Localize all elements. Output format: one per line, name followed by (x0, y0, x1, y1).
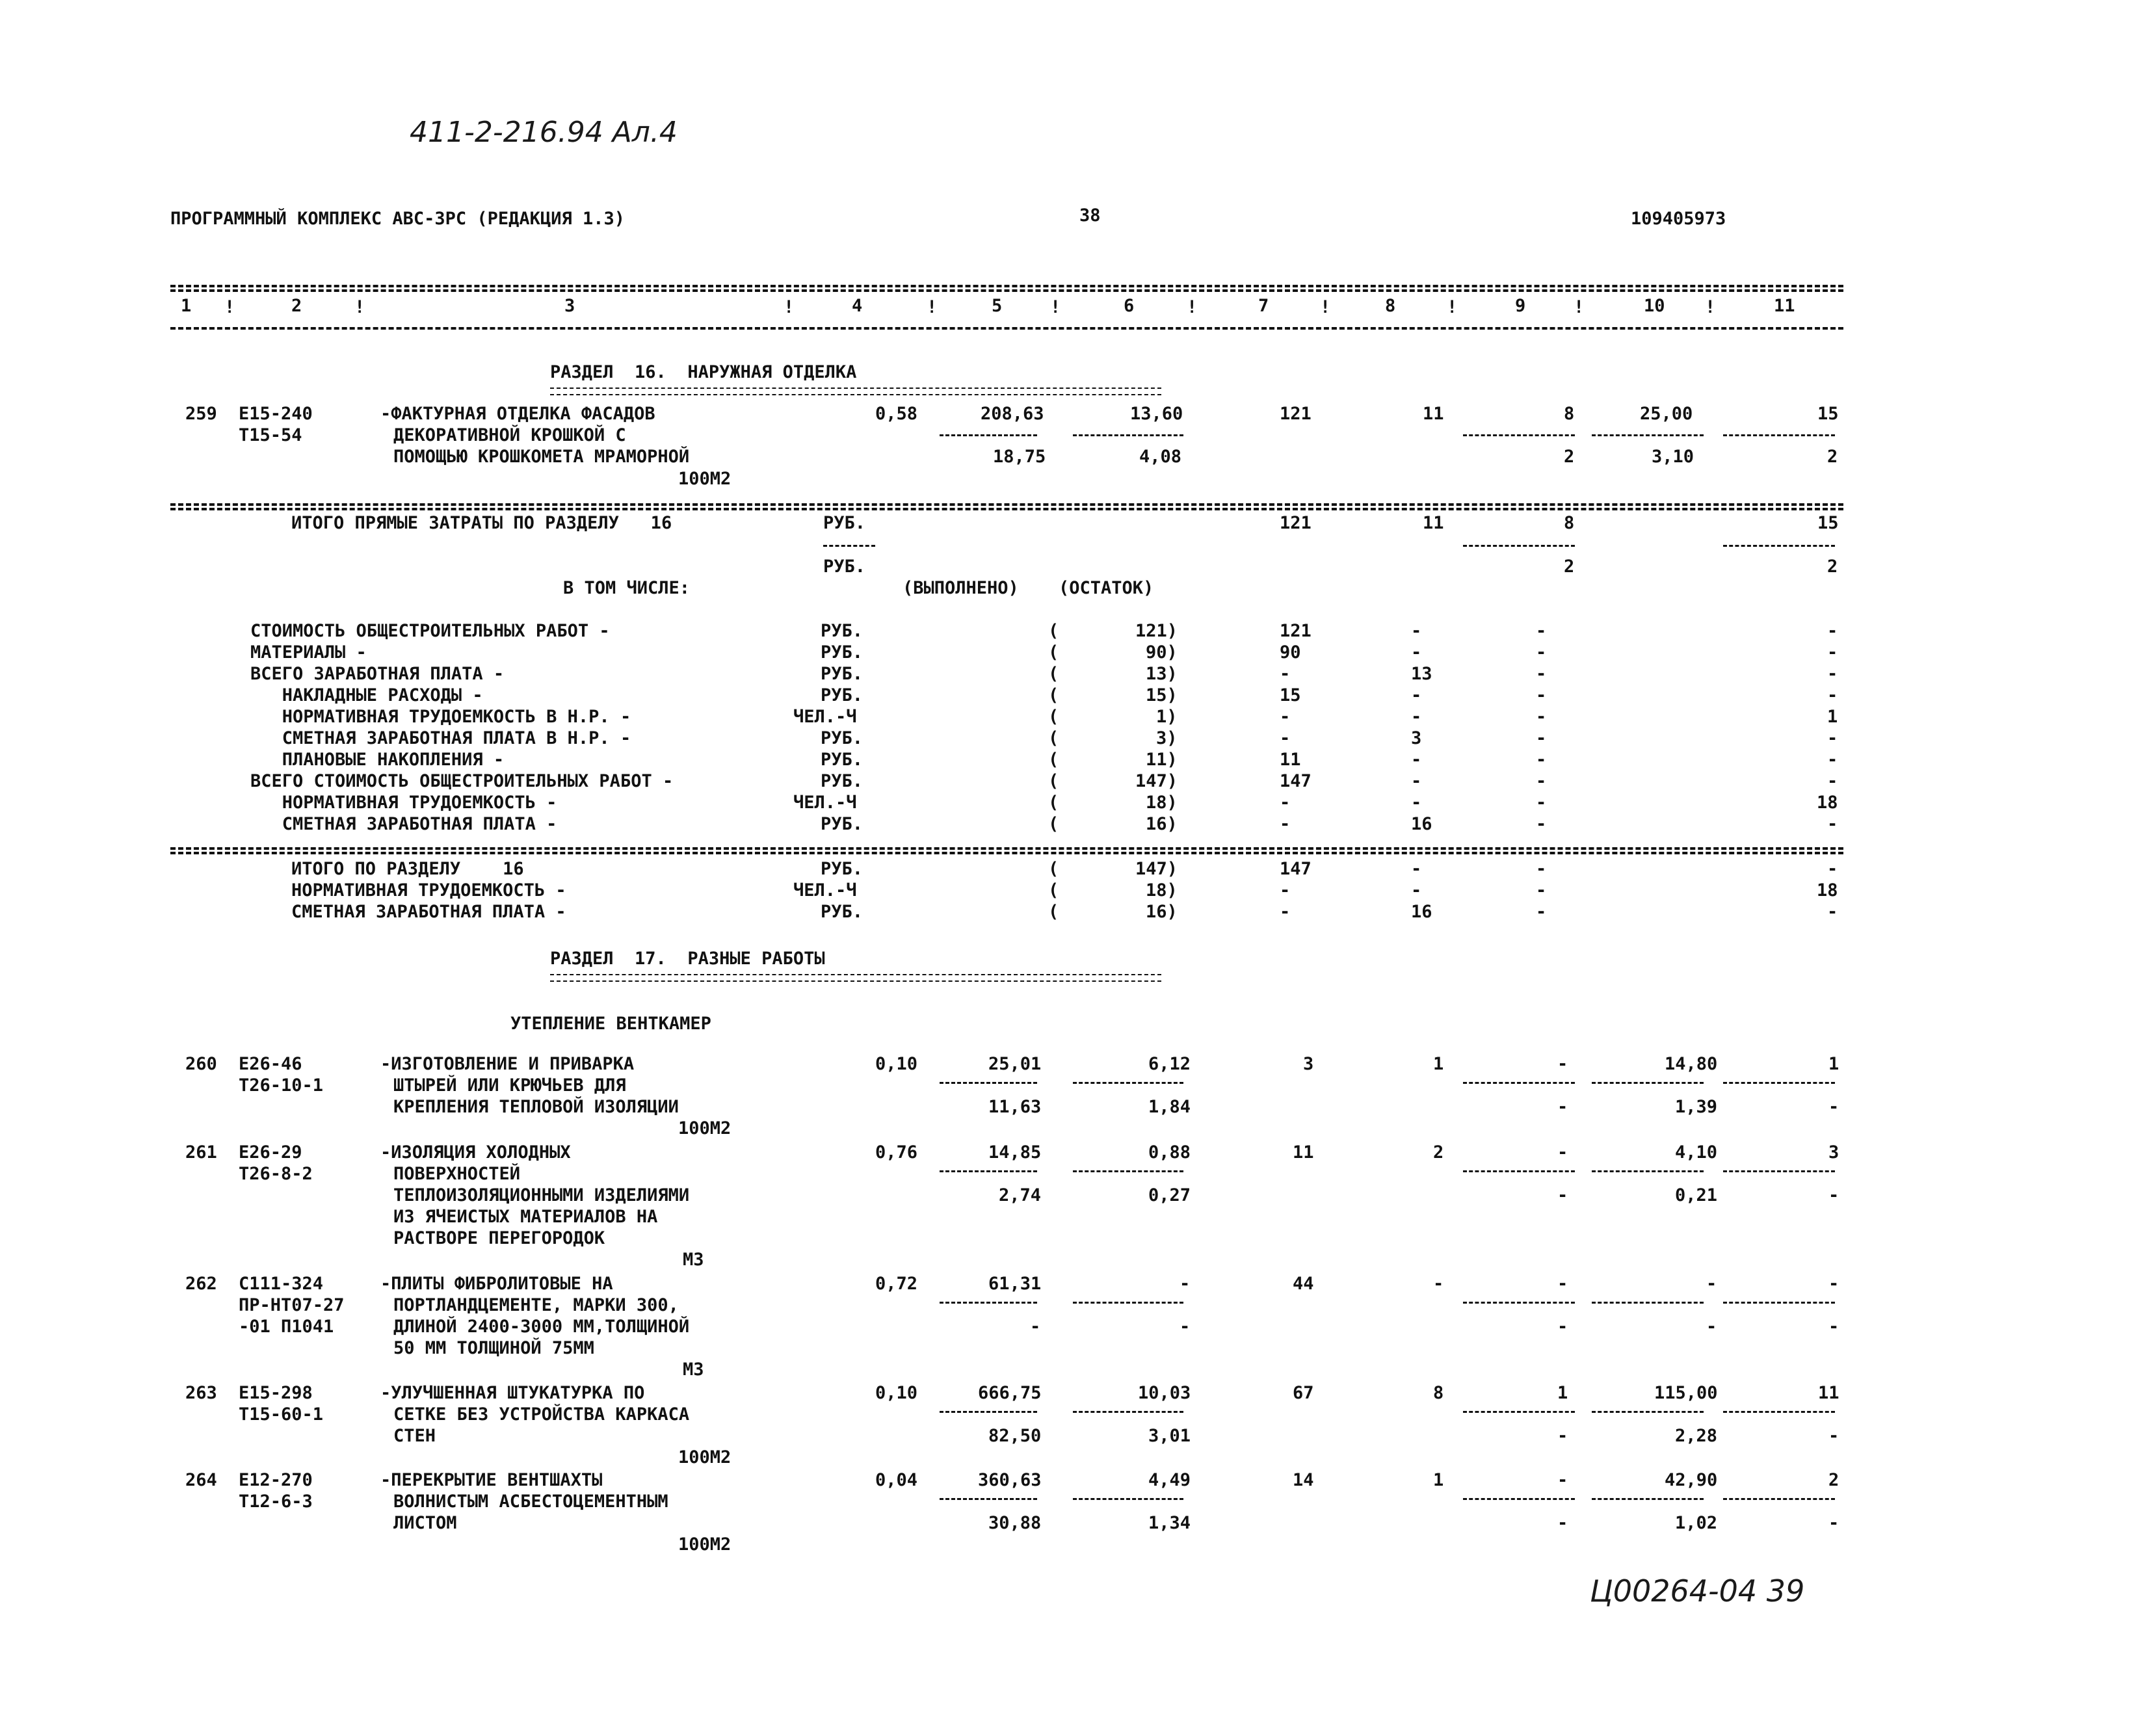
breakdown-done-value: 16) (1146, 814, 1178, 834)
summary-c11: 18 (1817, 880, 1838, 901)
item-c10: 4,10 (1675, 1142, 1718, 1163)
breakdown-unit: РУБ. (821, 814, 864, 834)
item-c11b: - (1828, 1317, 1839, 1337)
breakdown-paren-open: ( (1048, 621, 1059, 641)
summary-c9: - (1536, 880, 1547, 901)
breakdown-c11: 18 (1817, 793, 1838, 813)
item-c7: 67 (1293, 1383, 1314, 1403)
col-9: 9 (1515, 296, 1526, 316)
breakdown-paren-open: ( (1048, 814, 1059, 834)
breakdown-paren-open: ( (1048, 685, 1059, 705)
summary-unit: ЧЕЛ.-Ч (793, 880, 857, 901)
rest-label: (ОСТАТОК) (1059, 578, 1154, 598)
item-c11: 1 (1828, 1054, 1839, 1074)
col-10: 10 (1644, 296, 1665, 316)
item-c11b: - (1828, 1513, 1839, 1533)
item-c6b: - (1180, 1317, 1191, 1337)
item-c7: 3 (1303, 1054, 1314, 1074)
cell-divider (940, 1082, 1037, 1084)
breakdown-c7: 121 (1280, 621, 1312, 641)
item-c11: - (1828, 1274, 1839, 1294)
item-c10: 14,80 (1665, 1054, 1718, 1074)
section-17-underline (550, 974, 1161, 982)
breakdown-c7: 147 (1280, 771, 1312, 791)
summary-c11: - (1827, 902, 1838, 922)
summary-done-value: 16) (1146, 902, 1178, 922)
item-c10: 25,00 (1640, 404, 1693, 424)
item-c9: - (1557, 1274, 1568, 1294)
summary-c8: 16 (1411, 902, 1432, 922)
item-c9: 1 (1557, 1383, 1568, 1403)
summary-c7: - (1280, 880, 1291, 901)
item-c9b: - (1557, 1185, 1568, 1205)
item-c5b: 82,50 (988, 1426, 1042, 1446)
summary-done-value: 18) (1146, 880, 1178, 901)
item-c7: 11 (1293, 1142, 1314, 1163)
cell-divider (1592, 1170, 1704, 1172)
breakdown-c11: - (1827, 750, 1838, 770)
cell-divider (1592, 1302, 1704, 1304)
item-c7: 14 (1293, 1470, 1314, 1490)
item-c9: - (1557, 1054, 1568, 1074)
breakdown-paren-open: ( (1048, 642, 1059, 663)
rule-before-total (170, 503, 1843, 506)
item-code-2: Т15-60-1 (239, 1404, 324, 1425)
breakdown-unit: ЧЕЛ.-Ч (793, 707, 857, 727)
item-number: 264 (185, 1470, 217, 1490)
breakdown-c8: - (1411, 642, 1422, 663)
item-c6: 0,88 (1148, 1142, 1191, 1163)
item-qty: 0,58 (875, 404, 918, 424)
item-code: Е26-46 (239, 1054, 302, 1074)
breakdown-paren-open: ( (1048, 750, 1059, 770)
item-c10b: 2,28 (1675, 1426, 1718, 1446)
col-8: 8 (1385, 296, 1396, 316)
item-desc-3: ЛИСТОМ (393, 1513, 457, 1533)
item-code: С111-324 (239, 1274, 324, 1294)
document-code: 109405973 (1631, 209, 1726, 229)
item-c6: - (1180, 1274, 1191, 1294)
summary-c11: - (1827, 859, 1838, 879)
item-unit: 100М2 (678, 1534, 732, 1555)
summary-c8: - (1411, 880, 1422, 901)
breakdown-c8: 16 (1411, 814, 1432, 834)
summary-unit: РУБ. (821, 902, 864, 922)
cell-divider (1073, 1170, 1183, 1172)
col-11: 11 (1774, 296, 1795, 316)
summary-c7: 147 (1280, 859, 1312, 879)
item-code: Е12-270 (239, 1470, 313, 1490)
cell-divider (1073, 1411, 1183, 1413)
summary-paren-open: ( (1048, 880, 1059, 901)
breakdown-label: МАТЕРИАЛЫ - (250, 642, 367, 663)
cell-divider (1463, 1498, 1575, 1500)
item-code-2: Т15-54 (239, 425, 302, 445)
breakdown-done-value: 11) (1146, 750, 1178, 770)
item-number: 261 (185, 1142, 217, 1163)
rule-before-total-2 (170, 508, 1843, 510)
item-desc-3: ДЛИНОЙ 2400-3000 ММ,ТОЛЩИНОЙ (393, 1317, 690, 1337)
cell-divider (1723, 1170, 1835, 1172)
item-c10b: 1,02 (1675, 1513, 1718, 1533)
item-unit: М3 (683, 1360, 704, 1380)
breakdown-unit: РУБ. (821, 685, 864, 705)
item-c5b: 2,74 (999, 1185, 1042, 1205)
item-c11: 3 (1828, 1142, 1839, 1163)
breakdown-c7: - (1280, 728, 1291, 748)
item-c5: 61,31 (988, 1274, 1042, 1294)
summary-c8: - (1411, 859, 1422, 879)
item-c5b: - (1030, 1317, 1041, 1337)
breakdown-c8: 13 (1411, 664, 1432, 684)
handwritten-stamp-ref: Ц00264-04 39 (1590, 1573, 1805, 1609)
item-desc-2: ВОЛНИСТЫМ АСБЕСТОЦЕМЕНТНЫМ (393, 1492, 668, 1512)
item-c8: - (1433, 1274, 1444, 1294)
item-number: 262 (185, 1274, 217, 1294)
total-c8: 11 (1423, 513, 1444, 533)
breakdown-c9: - (1536, 728, 1547, 748)
section-16-underline (550, 388, 1161, 395)
item-unit: 100М2 (678, 469, 732, 489)
cell-divider (1073, 1498, 1183, 1500)
item-c8: 8 (1433, 1383, 1444, 1403)
cell-divider (940, 1302, 1037, 1304)
breakdown-unit: РУБ. (821, 642, 864, 663)
cell-divider (1592, 1082, 1704, 1084)
breakdown-done-value: 18) (1146, 793, 1178, 813)
breakdown-done-value: 13) (1146, 664, 1178, 684)
item-c9: - (1557, 1470, 1568, 1490)
item-qty: 0,10 (875, 1383, 918, 1403)
total-c9b: 2 (1564, 557, 1575, 577)
col-2: 2 (291, 296, 302, 316)
breakdown-done-value: 1) (1156, 707, 1178, 727)
item-c9b: - (1557, 1513, 1568, 1533)
item-c5b: 18,75 (993, 447, 1046, 467)
item-code-2: ПР-НТ07-27 (239, 1295, 345, 1315)
program-title: ПРОГРАММНЫЙ КОМПЛЕКС АВС-3РС (РЕДАКЦИЯ 1.3) (170, 209, 625, 229)
breakdown-done-value: 121) (1135, 621, 1178, 641)
breakdown-c8: - (1411, 793, 1422, 813)
item-number: 259 (185, 404, 217, 424)
item-qty: 0,04 (875, 1470, 918, 1490)
total-c7: 121 (1280, 513, 1312, 533)
item-desc-3: КРЕПЛЕНИЯ ТЕПЛОВОЙ ИЗОЛЯЦИИ (393, 1097, 679, 1117)
cell-divider (1723, 1082, 1835, 1084)
item-c11b: 2 (1827, 447, 1838, 467)
item-qty: 0,76 (875, 1142, 918, 1163)
item-c5b: 30,88 (988, 1513, 1042, 1533)
breakdown-done-value: 15) (1146, 685, 1178, 705)
page-number: 38 (1079, 205, 1101, 226)
item-c6: 4,49 (1148, 1470, 1191, 1490)
summary-c9: - (1536, 859, 1547, 879)
breakdown-c11: - (1827, 642, 1838, 663)
cell-divider (1723, 1302, 1835, 1304)
cell-divider (940, 1411, 1037, 1413)
item-c6b: 3,01 (1148, 1426, 1191, 1446)
total-label: ИТОГО ПРЯМЫЕ ЗАТРАТЫ ПО РАЗДЕЛУ 16 (291, 513, 672, 533)
cell-divider (1073, 1082, 1183, 1084)
summary-unit: РУБ. (821, 859, 864, 879)
item-desc-4: 50 ММ ТОЛЩИНОЙ 75ММ (393, 1338, 594, 1358)
item-desc-1: -ПЕРЕКРЫТИЕ ВЕНТШАХТЫ (380, 1470, 603, 1490)
breakdown-label: НОРМАТИВНАЯ ТРУДОЕМКОСТЬ - (250, 793, 557, 813)
item-desc-1: -УЛУЧШЕННАЯ ШТУКАТУРКА ПО (380, 1383, 645, 1403)
cell-divider (940, 1170, 1037, 1172)
item-c6b: 1,84 (1148, 1097, 1191, 1117)
item-c9b: - (1557, 1097, 1568, 1117)
item-c5b: 11,63 (988, 1097, 1042, 1117)
item-c5: 666,75 (978, 1383, 1042, 1403)
breakdown-unit: РУБ. (821, 750, 864, 770)
breakdown-c11: - (1827, 685, 1838, 705)
breakdown-c8: - (1411, 621, 1422, 641)
breakdown-c11: - (1827, 621, 1838, 641)
section-17-title: РАЗДЕЛ 17. РАЗНЫЕ РАБОТЫ (550, 949, 825, 969)
total-c11b: 2 (1827, 557, 1838, 577)
breakdown-c9: - (1536, 771, 1547, 791)
cell-divider (1592, 1498, 1704, 1500)
cell-divider (1463, 1082, 1575, 1084)
item-desc-4: ИЗ ЯЧЕИСТЫХ МАТЕРИАЛОВ НА (393, 1207, 658, 1227)
breakdown-unit: РУБ. (821, 728, 864, 748)
item-c6b: 4,08 (1139, 447, 1182, 467)
breakdown-done-value: 90) (1146, 642, 1178, 663)
breakdown-paren-open: ( (1048, 771, 1059, 791)
breakdown-paren-open: ( (1048, 728, 1059, 748)
breakdown-done-value: 147) (1135, 771, 1178, 791)
item-code: Е15-298 (239, 1383, 313, 1403)
breakdown-label: ВСЕГО СТОИМОСТЬ ОБЩЕСТРОИТЕЛЬНЫХ РАБОТ - (250, 771, 674, 791)
cell-divider (940, 1498, 1037, 1500)
section-16-title: РАЗДЕЛ 16. НАРУЖНАЯ ОТДЕЛКА (550, 362, 857, 382)
item-c8: 1 (1433, 1470, 1444, 1490)
item-c6: 6,12 (1148, 1054, 1191, 1074)
breakdown-unit: ЧЕЛ.-Ч (793, 793, 857, 813)
item-c10: 115,00 (1654, 1383, 1718, 1403)
breakdown-label: НАКЛАДНЫЕ РАСХОДЫ - (250, 685, 483, 705)
item-c6: 13,60 (1130, 404, 1183, 424)
item-desc-3: ТЕПЛОИЗОЛЯЦИОННЫМИ ИЗДЕЛИЯМИ (393, 1185, 690, 1205)
item-c10b: 3,10 (1652, 447, 1694, 467)
cell-divider (1723, 1498, 1835, 1500)
item-desc-1: -ИЗОЛЯЦИЯ ХОЛОДНЫХ (380, 1142, 571, 1163)
item-qty: 0,10 (875, 1054, 918, 1074)
summary-paren-open: ( (1048, 859, 1059, 879)
col-4: 4 (852, 296, 863, 316)
col-7: 7 (1258, 296, 1269, 316)
breakdown-c7: 90 (1280, 642, 1301, 663)
item-c9b: 2 (1564, 447, 1575, 467)
total-c11: 15 (1817, 513, 1839, 533)
breakdown-c7: - (1280, 707, 1291, 727)
item-unit: М3 (683, 1250, 704, 1270)
item-desc-5: РАСТВОРЕ ПЕРЕГОРОДОК (393, 1228, 605, 1248)
item-c5: 208,63 (981, 404, 1044, 424)
item-number: 260 (185, 1054, 217, 1074)
item-c9: 8 (1564, 404, 1575, 424)
item-c8: 2 (1433, 1142, 1444, 1163)
item-c10b: 0,21 (1675, 1185, 1718, 1205)
cell-divider (1723, 1411, 1835, 1413)
breakdown-c7: - (1280, 664, 1291, 684)
item-code-2: Т26-8-2 (239, 1164, 313, 1184)
item-c11b: - (1828, 1185, 1839, 1205)
summary-c9: - (1536, 902, 1547, 922)
cell-divider (1463, 1170, 1575, 1172)
item-desc-2: ПОВЕРХНОСТЕЙ (393, 1164, 521, 1184)
done-label: (ВЫПОЛНЕНО) (903, 578, 1019, 598)
breakdown-c9: - (1536, 685, 1547, 705)
item-c11b: - (1828, 1426, 1839, 1446)
summary-label: СМЕТНАЯ ЗАРАБОТНАЯ ПЛАТА - (291, 902, 566, 922)
breakdown-c9: - (1536, 642, 1547, 663)
breakdown-c9: - (1536, 793, 1547, 813)
item-c5: 14,85 (988, 1142, 1042, 1163)
item-c6: 10,03 (1138, 1383, 1191, 1403)
breakdown-paren-open: ( (1048, 664, 1059, 684)
item-code: Е26-29 (239, 1142, 302, 1163)
total-c9: 8 (1564, 513, 1575, 533)
breakdown-c11: - (1827, 814, 1838, 834)
item-c8: 1 (1433, 1054, 1444, 1074)
breakdown-unit: РУБ. (821, 771, 864, 791)
item-desc-2: СЕТКЕ БЕЗ УСТРОЙСТВА КАРКАСА (393, 1404, 690, 1425)
breakdown-label: ВСЕГО ЗАРАБОТНАЯ ПЛАТА - (250, 664, 505, 684)
breakdown-label: ПЛАНОВЫЕ НАКОПЛЕНИЯ - (250, 750, 505, 770)
item-qty: 0,72 (875, 1274, 918, 1294)
col-5: 5 (992, 296, 1003, 316)
breakdown-c8: - (1411, 750, 1422, 770)
item-desc-1: -ИЗГОТОВЛЕНИЕ И ПРИВАРКА (380, 1054, 635, 1074)
breakdown-unit: РУБ. (821, 664, 864, 684)
item-c9b: - (1557, 1426, 1568, 1446)
item-number: 263 (185, 1383, 217, 1403)
rule-before-summary (170, 847, 1843, 850)
breakdown-label: СМЕТНАЯ ЗАРАБОТНАЯ ПЛАТА - (250, 814, 557, 834)
breakdown-unit: РУБ. (821, 621, 864, 641)
col-3: 3 (564, 296, 575, 316)
item-desc-3: СТЕН (393, 1426, 436, 1446)
breakdown-c9: - (1536, 707, 1547, 727)
item-unit: 100М2 (678, 1118, 732, 1138)
breakdown-c8: - (1411, 771, 1422, 791)
cell-divider (1463, 1302, 1575, 1304)
breakdown-c9: - (1536, 621, 1547, 641)
summary-paren-open: ( (1048, 902, 1059, 922)
cell-divider (1463, 1411, 1575, 1413)
item-c6b: 0,27 (1148, 1185, 1191, 1205)
summary-label: НОРМАТИВНАЯ ТРУДОЕМКОСТЬ - (291, 880, 566, 901)
header-rule-bottom (170, 327, 1843, 330)
breakdown-c9: - (1536, 664, 1547, 684)
col-1: 1 (181, 296, 192, 316)
breakdown-paren-open: ( (1048, 793, 1059, 813)
item-c5: 25,01 (988, 1054, 1042, 1074)
item-c10b: 1,39 (1675, 1097, 1718, 1117)
item-c11: 15 (1817, 404, 1839, 424)
header-rule-top-2 (170, 289, 1843, 292)
breakdown-c11: - (1827, 771, 1838, 791)
item-desc-3: ПОМОЩЬЮ КРОШКОМЕТА МРАМОРНОЙ (393, 447, 690, 467)
summary-done-value: 147) (1135, 859, 1178, 879)
item-desc-1: -ПЛИТЫ ФИБРОЛИТОВЫЕ НА (380, 1274, 613, 1294)
item-code-2: Т12-6-3 (239, 1492, 313, 1512)
breakdown-label: СТОИМОСТЬ ОБЩЕСТРОИТЕЛЬНЫХ РАБОТ - (250, 621, 610, 641)
summary-label: ИТОГО ПО РАЗДЕЛУ 16 (291, 859, 524, 879)
rule-before-summary-2 (170, 852, 1843, 854)
item-c5: 360,63 (978, 1470, 1042, 1490)
item-c7: 121 (1280, 404, 1312, 424)
item-desc-2: ПОРТЛАНДЦЕМЕНТЕ, МАРКИ 300, (393, 1295, 679, 1315)
breakdown-c9: - (1536, 750, 1547, 770)
breakdown-c7: - (1280, 793, 1291, 813)
cell-divider (1592, 1411, 1704, 1413)
summary-c7: - (1280, 902, 1291, 922)
handwritten-doc-ref: 411-2-216.94 Ал.4 (410, 116, 678, 149)
breakdown-c8: 3 (1411, 728, 1422, 748)
breakdown-c11: - (1827, 728, 1838, 748)
item-c11b: - (1828, 1097, 1839, 1117)
item-c10: 42,90 (1665, 1470, 1718, 1490)
header-rule-top (170, 285, 1843, 287)
breakdown-label: НОРМАТИВНАЯ ТРУДОЕМКОСТЬ В Н.Р. - (250, 707, 631, 727)
breakdown-c8: - (1411, 685, 1422, 705)
item-c8: 11 (1423, 404, 1444, 424)
breakdown-c11: - (1827, 664, 1838, 684)
total-unit: РУБ. (823, 513, 866, 533)
item-c6b: 1,34 (1148, 1513, 1191, 1533)
breakdown-c9: - (1536, 814, 1547, 834)
including-label: В ТОМ ЧИСЛЕ: (563, 578, 691, 598)
item-c9: - (1557, 1142, 1568, 1163)
section-17-subtitle: УТЕПЛЕНИЕ ВЕНТКАМЕР (510, 1014, 711, 1034)
item-c9b: - (1557, 1317, 1568, 1337)
total-unit-2: РУБ. (823, 557, 866, 577)
item-c11: 2 (1828, 1470, 1839, 1490)
breakdown-c7: 11 (1280, 750, 1301, 770)
col-6: 6 (1124, 296, 1135, 316)
item-desc-2: ШТЫРЕЙ ИЛИ КРЮЧЬЕВ ДЛЯ (393, 1075, 626, 1096)
breakdown-c7: - (1280, 814, 1291, 834)
breakdown-c11: 1 (1827, 707, 1838, 727)
item-code: Е15-240 (239, 404, 313, 424)
breakdown-label: СМЕТНАЯ ЗАРАБОТНАЯ ПЛАТА В Н.Р. - (250, 728, 631, 748)
item-desc-2: ДЕКОРАТИВНОЙ КРОШКОЙ С (393, 425, 626, 445)
item-c10: - (1706, 1274, 1717, 1294)
breakdown-c7: 15 (1280, 685, 1301, 705)
breakdown-c8: - (1411, 707, 1422, 727)
item-unit: 100М2 (678, 1447, 732, 1467)
item-c11: 11 (1818, 1383, 1839, 1403)
item-code-3: -01 П1041 (239, 1317, 334, 1337)
item-desc-1: -ФАКТУРНАЯ ОТДЕЛКА ФАСАДОВ (380, 404, 655, 424)
cell-divider (1073, 1302, 1183, 1304)
breakdown-done-value: 3) (1156, 728, 1178, 748)
breakdown-paren-open: ( (1048, 707, 1059, 727)
item-code-2: Т26-10-1 (239, 1075, 324, 1096)
item-c7: 44 (1293, 1274, 1314, 1294)
item-c10b: - (1706, 1317, 1717, 1337)
